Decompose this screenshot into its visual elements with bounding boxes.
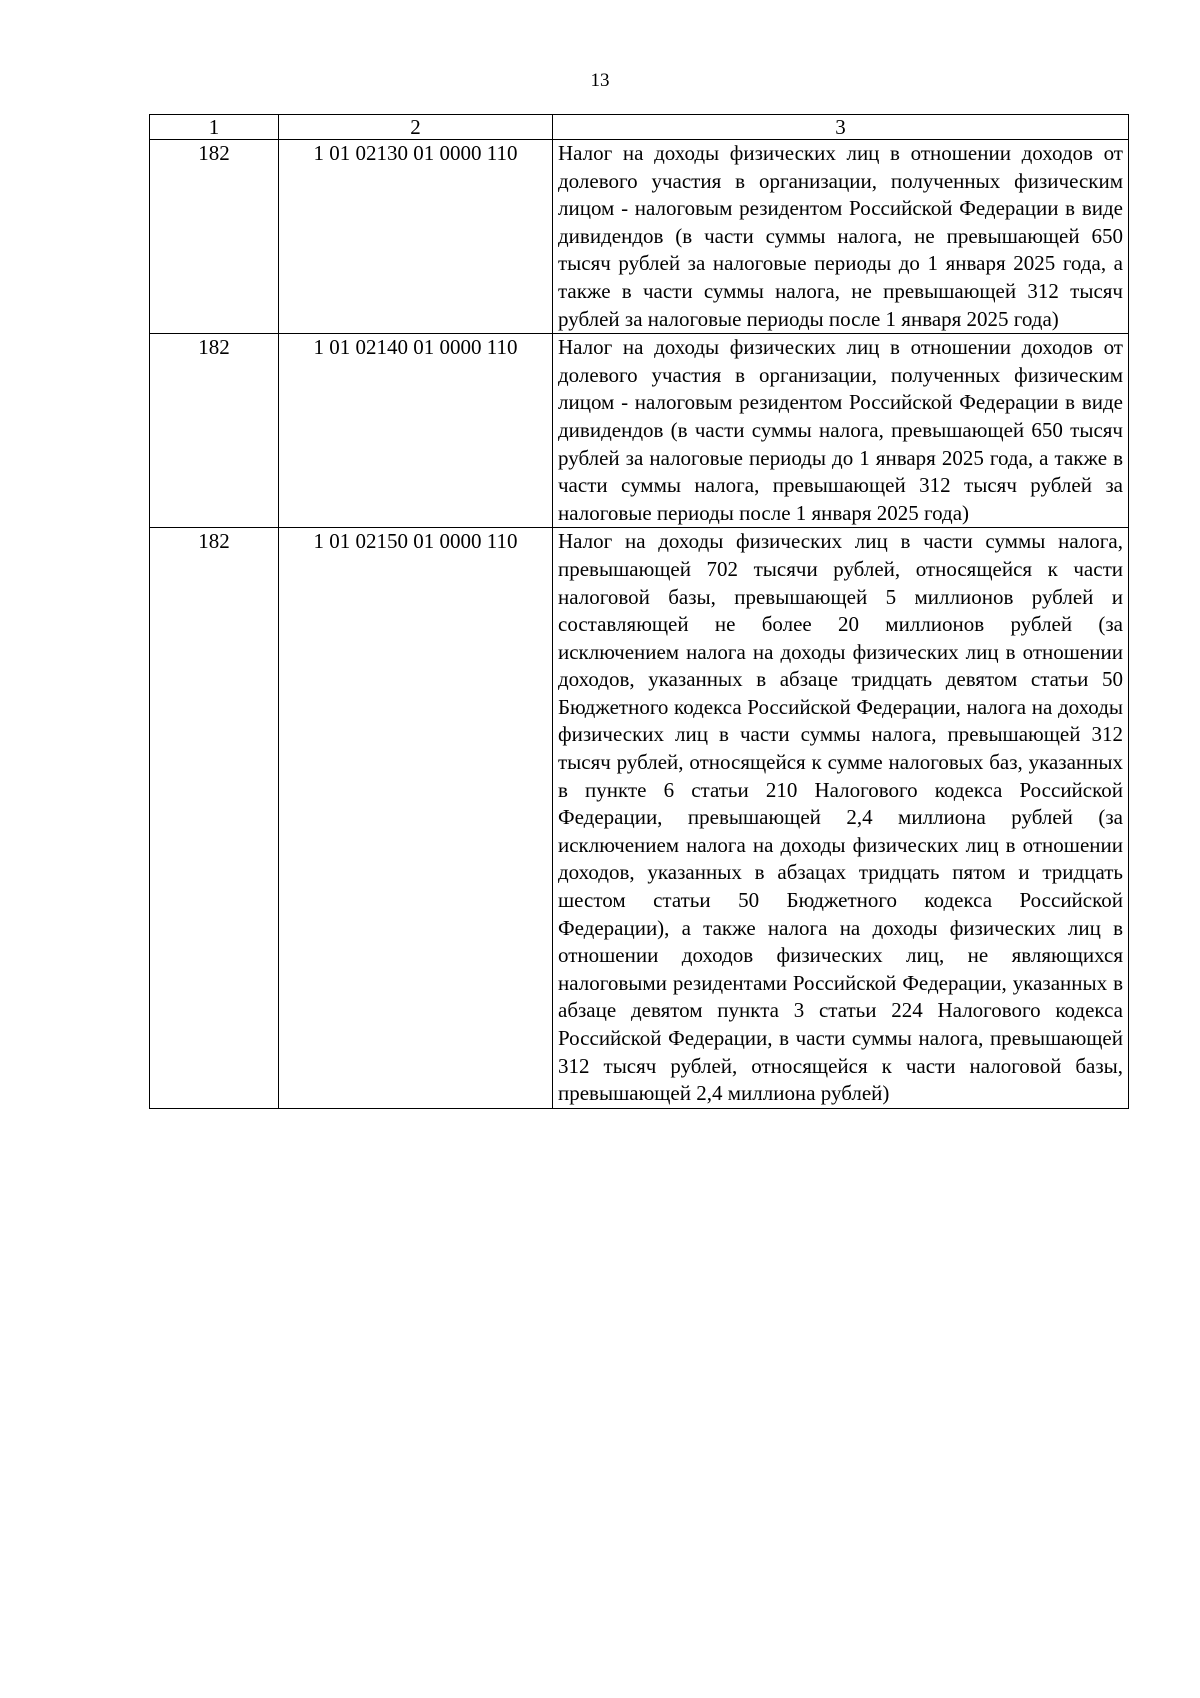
table-row <box>150 528 1129 1108</box>
description-cell: Налог на доходы физических лиц в части суммы налога, превышающей 702 тысячи рублей, относящейся к части налоговой базы, превышающей 5 миллионов рублей и составляющей не более 20 миллионов рублей (за исключением налога на доходы физических лиц в отношении доходов, указанных в абзаце тридцать девятом статьи 50 Бюджетного кодекса Российской Федерации, налога на доходы физических лиц в части суммы налога, превышающей 312 тысяч рублей, относящейся к сумме налоговых баз, указанных в пункте 6 статьи 210 Налогового кодекса Российской Федерации, превышающей 2,4 миллиона рублей (за исключением налога на доходы физических лиц в отношении доходов, указанных в абзацах тридцать пятом и тридцать шестом статьи 50 Бюджетного кодекса Российской Федерации), а также налога на доходы физических лиц в отношении доходов физических лиц, не являющихся налоговыми резидентами Российской Федерации, указанных в абзаце девятом пункта 3 статьи 224 Налогового кодекса Российской Федерации, в части суммы налога, превышающей 312 тысяч рублей, относящейся к части налоговой базы, превышающей 2,4 миллиона рублей) <box>553 528 1129 1108</box>
table-header-row <box>150 115 1129 140</box>
kbk-code-cell: 1 01 02130 01 0000 110 <box>279 140 553 334</box>
admin-code-cell: 182 <box>150 528 279 1108</box>
description-cell: Налог на доходы физических лиц в отношении доходов от долевого участия в организации, полученных физическим лицом - налоговым резидентом Российской Федерации в виде дивидендов (в части суммы налога, не превышающей 650 тысяч рублей за налоговые периоды до 1 января 2025 года, а также в части суммы налога, не превышающей 312 тысяч рублей за налоговые периоды после 1 января 2025 года) <box>553 140 1129 334</box>
header-cell-2: 2 <box>279 115 553 140</box>
admin-code-cell: 182 <box>150 140 279 334</box>
header-cell-3: 3 <box>553 115 1129 140</box>
table-row <box>150 334 1129 528</box>
kbk-code-cell: 1 01 02140 01 0000 110 <box>279 334 553 528</box>
revenue-classification-table <box>149 114 1129 1109</box>
page-number: 13 <box>590 70 610 91</box>
description-cell: Налог на доходы физических лиц в отношении доходов от долевого участия в организации, полученных физическим лицом - налоговым резидентом Российской Федерации в виде дивидендов (в части суммы налога, превышающей 650 тысяч рублей за налоговые периоды до 1 января 2025 года, а также в части суммы налога, превышающей 312 тысяч рублей за налоговые периоды после 1 января 2025 года) <box>553 334 1129 528</box>
admin-code-cell: 182 <box>150 334 279 528</box>
table-row <box>150 140 1129 334</box>
kbk-code-cell: 1 01 02150 01 0000 110 <box>279 528 553 1108</box>
header-cell-1: 1 <box>150 115 279 140</box>
